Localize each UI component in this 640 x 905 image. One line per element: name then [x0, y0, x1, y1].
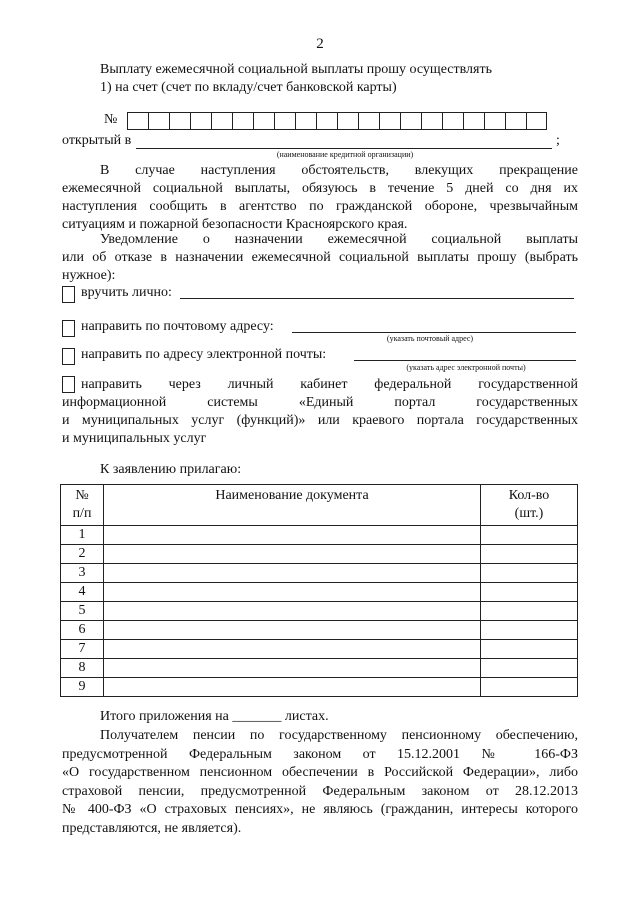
obligation-line-2: ежемесячной социальной выплаты, обязуюсь в течение 5 дней со дня их — [62, 181, 578, 196]
personal-field[interactable] — [180, 298, 574, 299]
row-number: 6 — [61, 621, 104, 640]
attachments-table — [60, 484, 578, 697]
count-cell[interactable] — [481, 678, 578, 697]
row-number: 2 — [61, 545, 104, 564]
document-cell[interactable] — [104, 621, 481, 640]
col-count-line-1: Кол-во — [508, 488, 550, 503]
table-row[interactable] — [61, 678, 578, 697]
document-cell[interactable] — [104, 659, 481, 678]
pension-line-1: Получателем пенсии по государственному пенсионному обеспечению, — [100, 728, 578, 743]
table-row[interactable] — [61, 564, 578, 583]
obligation-line-4: ситуациям и пожарной безопасности Красноярского края. — [62, 217, 408, 232]
postal-checkbox[interactable] — [62, 320, 75, 337]
table-row[interactable] — [61, 659, 578, 678]
table-row[interactable] — [61, 545, 578, 564]
count-cell[interactable] — [481, 564, 578, 583]
col-number-line-1: № — [75, 488, 89, 503]
bank-name-hint: (наименование кредитной организации) — [276, 150, 414, 159]
col-count-line-2: (шт.) — [514, 506, 544, 521]
obligation-paragraph — [62, 162, 578, 234]
portal-option-paragraph — [62, 376, 578, 448]
row-number: 8 — [61, 659, 104, 678]
intro-line-2: 1) на счет (счет по вкладу/счет банковской карты) — [100, 80, 397, 95]
total-sheets-field[interactable]: _______ — [232, 709, 282, 724]
row-number: 5 — [61, 602, 104, 621]
opened-in-suffix: ; — [556, 133, 560, 148]
obligation-line-1: В случае наступления обстоятельств, влекущих прекращение — [100, 163, 578, 178]
row-number: 4 — [61, 583, 104, 602]
row-number: 9 — [61, 678, 104, 697]
table-row[interactable] — [61, 602, 578, 621]
notification-paragraph — [62, 231, 578, 285]
row-number: 3 — [61, 564, 104, 583]
postal-address-field[interactable] — [292, 332, 576, 333]
bank-name-field[interactable] — [136, 148, 552, 149]
personal-option-label: вручить лично: — [81, 285, 172, 300]
pension-paragraph — [62, 727, 578, 839]
page-number: 2 — [316, 36, 324, 52]
pension-line-4: страховой пенсии, предусмотренной Федеральным законом от 28.12.2013 — [62, 783, 578, 799]
postal-option-label: направить по почтовому адресу: — [81, 319, 274, 334]
account-number-cells[interactable] — [127, 112, 547, 130]
col-number-line-2: п/п — [72, 506, 92, 521]
email-hint: (указать адрес электронной почты) — [406, 363, 526, 372]
total-prefix: Итого приложения на — [100, 709, 229, 724]
count-cell[interactable] — [481, 526, 578, 545]
document-cell[interactable] — [104, 678, 481, 697]
total-suffix: листах. — [284, 709, 329, 724]
count-cell[interactable] — [481, 583, 578, 602]
notification-line-3: нужное): — [62, 268, 116, 283]
row-number: 7 — [61, 640, 104, 659]
document-cell[interactable] — [104, 545, 481, 564]
total-attachments-line — [100, 709, 329, 725]
obligation-line-3: наступления сообщить в агентство по гражданской обороне, чрезвычайным — [62, 199, 578, 214]
attachments-heading: К заявлению прилагаю: — [100, 462, 242, 477]
document-cell[interactable] — [104, 640, 481, 659]
opened-in-label: открытый в — [62, 133, 132, 148]
col-count-header — [481, 485, 578, 526]
email-address-field[interactable] — [354, 360, 576, 361]
count-cell[interactable] — [481, 659, 578, 678]
count-cell[interactable] — [481, 640, 578, 659]
count-cell[interactable] — [481, 621, 578, 640]
count-cell[interactable] — [481, 545, 578, 564]
document-cell[interactable] — [104, 583, 481, 602]
portal-line-4: и муниципальных услуг — [62, 431, 207, 446]
pension-line-2: предусмотренной Федеральным законом от 15.12.2001 № 166-ФЗ — [62, 746, 578, 762]
document-cell[interactable] — [104, 526, 481, 545]
pension-line-3: «О государственном пенсионном обеспечении в Российской Федерации», либо — [62, 765, 578, 781]
table-row[interactable] — [61, 526, 578, 545]
notification-line-1: Уведомление о назначении ежемесячной социальной выплаты — [100, 232, 578, 247]
document-cell[interactable] — [104, 602, 481, 621]
table-row[interactable] — [61, 640, 578, 659]
col-document-header: Наименование документа — [104, 485, 481, 526]
portal-line-2: информационной системы «Единый портал государственных — [62, 395, 578, 410]
document-cell[interactable] — [104, 564, 481, 583]
email-checkbox[interactable] — [62, 348, 75, 365]
count-cell[interactable] — [481, 602, 578, 621]
email-option-label: направить по адресу электронной почты: — [81, 347, 327, 362]
portal-line-3: и муниципальных услуг (функций)» или краевого портала государственных — [62, 413, 578, 428]
account-number-label: № — [104, 112, 118, 127]
table-row[interactable] — [61, 583, 578, 602]
pension-line-6: представляются, не является). — [62, 820, 242, 836]
table-header-row — [61, 485, 578, 526]
col-number-header — [61, 485, 104, 526]
pension-line-5: № 400-ФЗ «О страховых пенсиях», не являюсь (гражданин, интересы которого — [62, 802, 578, 818]
postal-hint: (указать почтовый адрес) — [386, 334, 474, 343]
notification-line-2: или об отказе в назначении ежемесячной социальной выплаты прошу (выбрать — [62, 250, 578, 265]
portal-line-1: направить через личный кабинет федеральной государственной — [81, 377, 578, 392]
intro-line-1: Выплату ежемесячной социальной выплаты прошу осуществлять — [100, 62, 492, 77]
table-row[interactable] — [61, 621, 578, 640]
row-number: 1 — [61, 526, 104, 545]
personal-checkbox[interactable] — [62, 286, 75, 303]
